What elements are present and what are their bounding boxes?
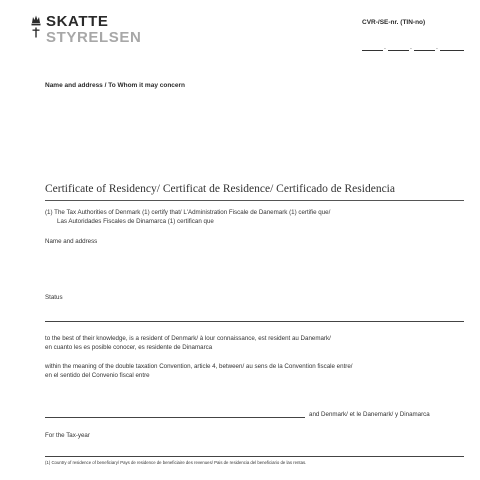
cvr-field-4[interactable] <box>440 50 464 51</box>
status-field-line[interactable] <box>45 321 464 322</box>
cvr-field-1[interactable] <box>362 50 383 51</box>
logo-text-styrelsen: STYRELSEN <box>46 29 142 46</box>
convention-text-line2: en el sentido del Convenio fiscal entre <box>45 372 150 379</box>
cvr-number-fields[interactable] <box>362 41 464 53</box>
cvr-separator: . <box>410 44 412 51</box>
cvr-field-3[interactable] <box>414 50 435 51</box>
country-field-line[interactable] <box>45 417 305 418</box>
knowledge-text-line1: to the best of their knowledge, is a resident of Denmark/ à lour connaissance, est resident au Danemark/ <box>45 335 331 342</box>
logo-text-skatte: SKATTE <box>46 13 109 30</box>
name-address-field[interactable] <box>45 250 464 292</box>
cvr-label: CVR-/SE-nr. (TIN-no) <box>362 19 426 26</box>
skattestyrelsen-logo <box>30 14 140 50</box>
footnote: (1) Country of residence of beneficiary/ Pays de residence de beneficiaire des revenues/ Pais de residencia del beneficiario de las rentas. <box>45 460 307 465</box>
title-divider <box>45 200 464 201</box>
knowledge-text-line2: en cuanto les es posible conocer, es residente de Dinamarca <box>45 344 213 351</box>
tax-year-label: For the Tax-year <box>45 432 90 439</box>
address-heading: Name and address / To Whom it may concern <box>45 82 186 89</box>
crown-icon <box>30 14 42 40</box>
and-denmark-text: and Denmark/ et le Danemark/ y Dinamarca <box>309 411 430 418</box>
certify-text-line2: Las Autoridades Fiscales de Dinamarca (1) certifican que <box>57 218 214 225</box>
certify-text-line1: (1) The Tax Authorities of Denmark (1) certify that/ L'Administration Fiscale de Danemark (1) certifie que/ <box>45 209 331 216</box>
name-address-label: Name and address <box>45 238 98 245</box>
certificate-title: Certificate of Residency/ Certificat de Residence/ Certificado de Residencia <box>45 183 395 195</box>
convention-text-line1: within the meaning of the double taxation Convention, article 4, between/ au sens de la Convention fiscale entre/ <box>45 363 353 370</box>
cvr-separator: . <box>436 44 438 51</box>
tax-year-field-line[interactable] <box>45 456 464 457</box>
cvr-separator: . <box>384 44 386 51</box>
status-label: Status <box>45 294 63 301</box>
cvr-field-2[interactable] <box>388 50 409 51</box>
